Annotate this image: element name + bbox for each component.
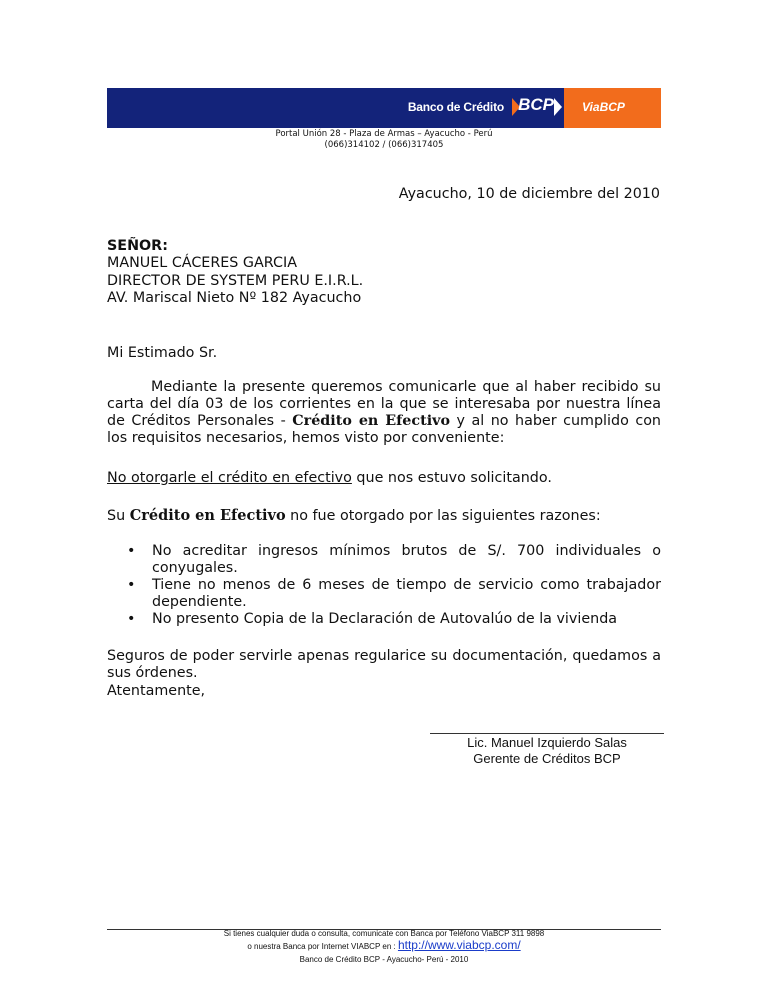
signer-title: Gerente de Créditos BCP xyxy=(473,751,621,766)
recipient-name: MANUEL CÁCERES GARCIA xyxy=(107,255,297,271)
banner-blue-section xyxy=(107,88,564,128)
footer-internet xyxy=(107,940,661,952)
intro-product-name: Crédito en Efectivo xyxy=(292,413,450,429)
brand-code: BCP xyxy=(518,95,554,114)
intro-text-a: Mediante la presente queremos comunicarle que al haber recibido su carta del día 03 de los corrientes en la que se interesaba por nuestra línea de Créditos Personales - xyxy=(107,379,661,429)
footer-contact: Si tienes cualquier duda o consulta, comunicate con Banca por Teléfono ViaBCP 311 9898 xyxy=(223,929,545,938)
sub-brand: ViaBCP xyxy=(582,100,625,114)
intro-paragraph xyxy=(107,379,661,447)
recipient-block xyxy=(107,255,363,308)
sign-off: Atentamente, xyxy=(107,683,206,699)
closing-paragraph: Seguros de poder servirle apenas regularice su documentación, quedamos a sus órdenes. xyxy=(107,648,661,681)
bank-logo-banner xyxy=(107,88,661,128)
reasons-heading-a: Su xyxy=(107,508,130,524)
chevron-logo-icon xyxy=(554,98,562,116)
reasons-product-name: Crédito en Efectivo xyxy=(129,507,286,524)
greeting-title: SEÑOR: xyxy=(107,238,168,254)
reasons-heading-b: no fue otorgado por las siguientes razones: xyxy=(285,508,601,524)
reasons-list xyxy=(107,543,661,628)
brand-name: Banco de Crédito xyxy=(407,100,504,114)
bullet-icon: • xyxy=(127,543,136,559)
bullet-icon: • xyxy=(127,611,136,627)
list-item xyxy=(107,577,661,611)
recipient-address: AV. Mariscal Nieto Nº 182 Ayacucho xyxy=(107,290,362,306)
salutation: Mi Estimado Sr. xyxy=(107,345,218,361)
reason-text: Tiene no menos de 6 meses de tiempo de servicio como trabajador dependiente. xyxy=(152,577,661,610)
letter-date: Ayacucho, 10 de diciembre del 2010 xyxy=(398,186,660,202)
bank-phones: (066)314102 / (066)317405 xyxy=(324,140,444,150)
reasons-heading xyxy=(107,507,601,525)
decision-underlined: No otorgarle el crédito en efectivo xyxy=(107,470,352,486)
banner-orange-section xyxy=(564,88,661,128)
list-item xyxy=(107,611,661,628)
list-item xyxy=(107,543,661,577)
intro-text-b: y al no haber cumplido con los requisitos necesarios, hemos visto por conveniente: xyxy=(107,413,661,446)
footer-bank-line: Banco de Crédito BCP - Ayacucho- Perú - 2010 xyxy=(299,955,469,964)
website-link[interactable]: http://www.viabcp.com/ xyxy=(397,938,521,952)
signature-line xyxy=(430,733,664,734)
bank-address: Portal Unión 28 - Plaza de Armas – Ayacucho - Perú xyxy=(275,129,493,139)
signature-block xyxy=(430,735,664,767)
signer-name: Lic. Manuel Izquierdo Salas xyxy=(467,735,627,750)
decision-rest: que nos estuvo solicitando. xyxy=(351,470,552,486)
recipient-position: DIRECTOR DE SYSTEM PERU E.I.R.L. xyxy=(107,272,364,289)
reason-text: No presento Copia de la Declaración de Autovalúo de la vivienda xyxy=(152,611,618,627)
bullet-icon: • xyxy=(127,577,136,593)
reason-text: No acreditar ingresos mínimos brutos de S/. 700 individuales o conyugales. xyxy=(152,543,661,576)
footer-internet-prefix: o nuestra Banca por Internet VIABCP en : xyxy=(247,942,398,951)
decision-line xyxy=(107,470,552,487)
